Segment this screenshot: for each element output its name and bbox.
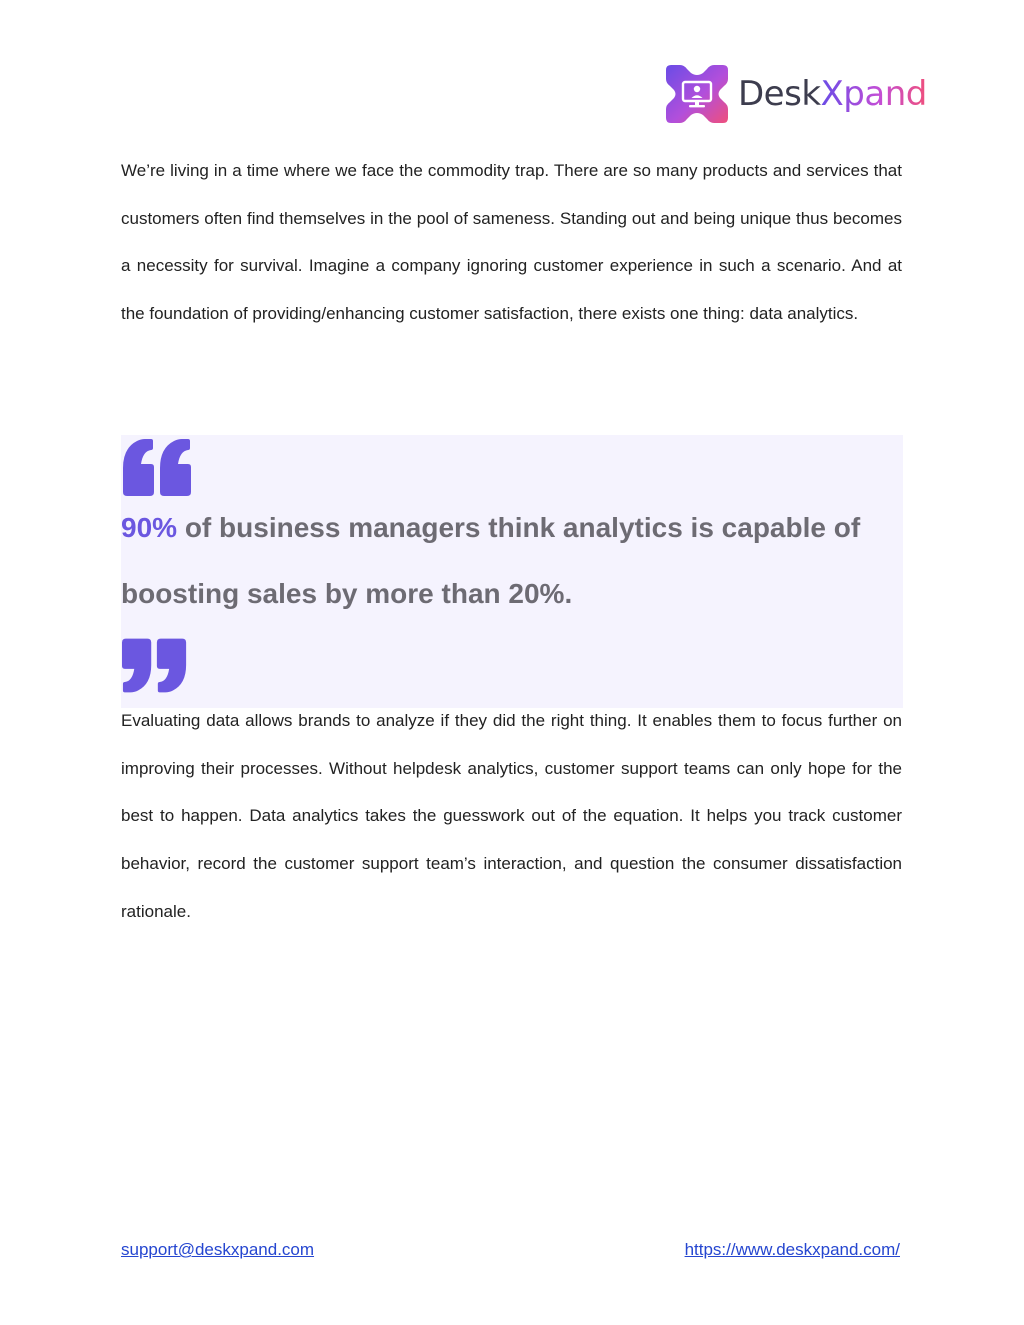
brand-name-xpand: Xpand (820, 74, 927, 114)
quote-body: of business managers think analytics is capable of boosting sales by more than 20%. (121, 512, 861, 609)
website-link[interactable]: https://www.deskxpand.com/ (684, 1240, 900, 1259)
brand-logo (664, 60, 927, 128)
quote-highlight: 90% (121, 512, 178, 543)
monitor-person-icon (664, 61, 730, 127)
email-link[interactable]: support@deskxpand.com (121, 1240, 315, 1259)
quote-close-icon (122, 638, 188, 694)
body-paragraph: Evaluating data allows brands to analyze if they did the right thing. It enables them to focus further on improving their processes. Without helpdesk analytics, customer support teams can only hope for the best to happen. Data analytics takes the guesswork out of the equation. It helps you track customer behavior, record the customer support team’s interaction, and question the consumer dissatisfaction rationale. (121, 711, 902, 921)
brand-name-desk: Desk (738, 74, 821, 114)
pull-quote (121, 435, 903, 708)
brand-wordmark (738, 74, 927, 114)
quote-open-icon (121, 438, 191, 496)
intro-paragraph: We’re living in a time where we face the commodity trap. There are so many products and services that customers often find themselves in the pool of sameness. Standing out and being unique thus becomes a necessity for survival. Imagine a company ignoring customer experience in such a scenario. And at the foundation of providing/enhancing customer satisfaction, there exists one thing: data analytics. (121, 161, 902, 324)
quote-text (121, 495, 901, 627)
